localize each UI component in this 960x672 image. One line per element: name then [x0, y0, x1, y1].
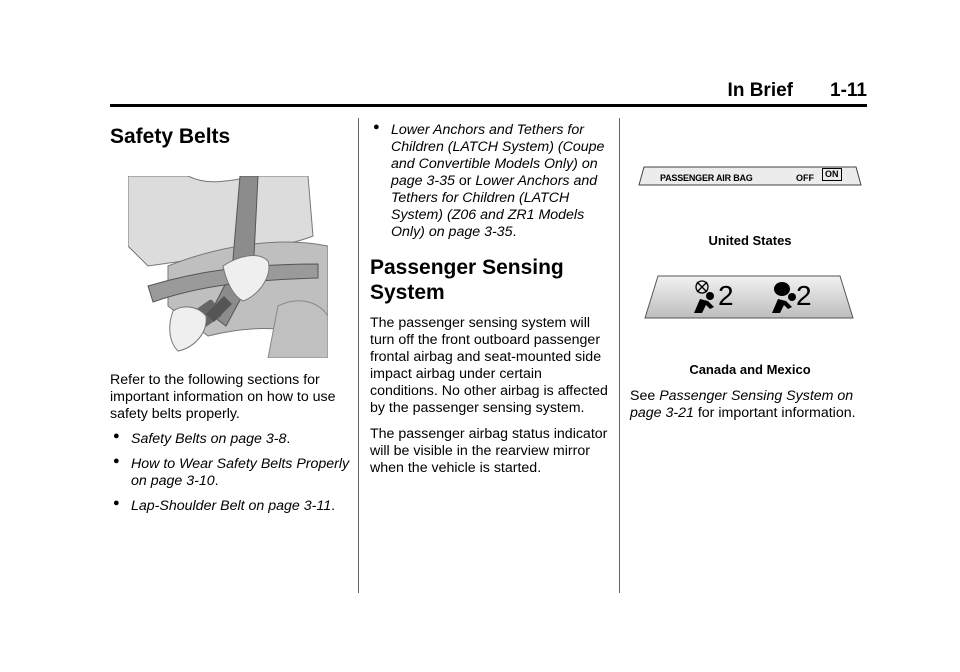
link-latch-z06[interactable]: Lower Anchors and Tethers for Children (LATCH System) (Z06 and ZR1 Models Only) on page 3-35: [391, 173, 598, 240]
page-header: [110, 80, 867, 106]
status-indicator-paragraph: The passenger airbag status indicator will be visible in the rearview mirror when the vehicle is started.: [370, 426, 608, 476]
see-suffix: for important information.: [693, 405, 856, 421]
link-list: [110, 431, 350, 515]
link-latch-coupe[interactable]: Lower Anchors and Tethers for Children (LATCH System) (Coupe and Convertible Models Only) on page 3-35: [391, 122, 605, 189]
safety-belt-illustration: [128, 176, 328, 358]
link-lap-shoulder-belt[interactable]: Lap-Shoulder Belt on page 3-11: [131, 498, 332, 514]
passenger-sensing-paragraph: The passenger sensing system will turn off the front outboard passenger frontal airbag and seat-mounted side impact airbag under certain conditions. No other airbag is affected by the passenger sensing system.: [370, 315, 608, 416]
punctuation: .: [214, 473, 219, 489]
heading-safety-belts: Safety Belts: [110, 125, 231, 148]
list-item: [110, 431, 350, 448]
airbag-indicator-us: [638, 166, 862, 186]
see-prefix: See: [630, 388, 660, 404]
link-how-to-wear[interactable]: How to Wear Safety Belts Properly on page 3-10: [131, 456, 350, 489]
caption-united-states: United States: [708, 233, 792, 248]
indicator-panel-shape: [644, 275, 854, 319]
see-paragraph: [630, 388, 870, 422]
list-item: [370, 122, 610, 241]
caption-canada-mexico: Canada and Mexico: [689, 362, 811, 377]
link-passenger-sensing[interactable]: Passenger Sensing System on page 3-21: [630, 388, 854, 421]
bullet-icon: ●: [113, 430, 120, 442]
bullet-icon: ●: [113, 455, 120, 467]
bullet-icon: ●: [113, 497, 120, 509]
punctuation: .: [286, 431, 291, 447]
bullet-icon: ●: [373, 121, 380, 133]
indicator-label: PASSENGER AIR BAG: [660, 173, 753, 183]
link-safety-belts[interactable]: Safety Belts on page 3-8: [131, 431, 287, 447]
column-divider: [619, 118, 620, 593]
list-item: [110, 498, 350, 515]
connector-text: or: [454, 173, 476, 189]
heading-passenger-sensing: Passenger Sensing System: [370, 256, 564, 304]
column-divider: [358, 118, 359, 593]
airbag-off-digit: 2: [718, 280, 734, 311]
page-number: 1-11: [830, 80, 867, 101]
column-3: [630, 166, 870, 422]
indicator-on: ON: [822, 168, 842, 181]
punctuation: .: [512, 224, 517, 240]
header-rule: [110, 104, 867, 107]
section-title: In Brief: [727, 80, 793, 101]
airbag-indicator-canada: [644, 275, 854, 319]
intro-paragraph: Refer to the following sections for important information on how to use safety belts properly.: [110, 372, 336, 422]
column-2: [370, 122, 610, 477]
indicator-off: OFF: [796, 173, 814, 183]
list-item: [110, 456, 350, 490]
punctuation: .: [331, 498, 336, 514]
airbag-on-digit: 2: [796, 280, 812, 311]
